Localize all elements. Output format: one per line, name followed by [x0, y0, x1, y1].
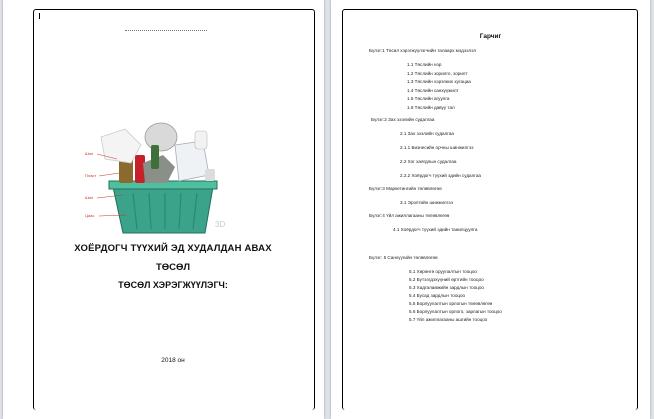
toc-chapter-5[interactable]: Бүлэг: 5 Санхүүгийн төлөвлөгөө: [369, 255, 438, 260]
contents-page: [331, 0, 650, 419]
toc-entry[interactable]: 1.3 Төслийн хэрэгжих хугацаа: [407, 79, 471, 84]
toc-entry[interactable]: 4.1 Хоёрдогч түүхий эдийн танилцуулга: [393, 227, 478, 232]
svg-text:Шил: Шил: [85, 151, 94, 156]
toc-entry[interactable]: 5.6 Борлуулалтын орлого, зарлагын тооцоо: [409, 309, 502, 314]
toc-chapter-3[interactable]: Бүлэг:3 Маркетингийн төлөвлөгөө: [369, 186, 442, 191]
cover-year: 2018 он: [161, 357, 185, 364]
toc-entry[interactable]: 5.5 Борлуулалтын орлогын төлөвлөгөө: [409, 301, 493, 306]
cover-title-line-1: ХОЁРДОГЧ ТҮҮХИЙ ЭД ХУДАЛДАН АВАХ: [74, 243, 272, 254]
toc-entry[interactable]: 2.1.1 Бизнесийн орчны шинжилгээ: [400, 145, 474, 150]
toc-chapter-4[interactable]: Бүлэг:4 Үйл ажиллагааны төлөвлөгөө: [369, 213, 450, 218]
toc-entry[interactable]: 2.2.2 Хоёрдогч түүхий эдийн судалгаа: [400, 173, 481, 178]
toc-entry[interactable]: 1.5 Төслийн агуулга: [407, 96, 450, 101]
svg-text:Шил: Шил: [85, 195, 94, 200]
toc-chapter-2[interactable]: Бүлэг:2 Зах зээлийн судалгаа: [371, 117, 435, 122]
svg-text:Пласт: Пласт: [85, 173, 97, 178]
contents-heading: Гарчиг: [479, 33, 502, 40]
recycling-bin-with-waste-icon: [83, 115, 243, 235]
cover-title-line-3: ТӨСӨЛ ХЭРЭГЖҮҮЛЭГЧ:: [118, 280, 228, 290]
page-border: [342, 9, 638, 410]
svg-text:Цаас: Цаас: [85, 213, 95, 218]
toc-entry[interactable]: 2.1 Зах зээлийн судалгаа: [400, 131, 454, 136]
toc-entry[interactable]: 5.1 Хөрөнгө оруулалтын тооцоо: [409, 269, 477, 274]
toc-entry[interactable]: 5.7 Үйл ажиллагааны ашгийн тооцоо: [409, 317, 488, 322]
toc-entry[interactable]: 5.4 Бусад зардлын тооцоо: [409, 293, 466, 298]
toc-entry[interactable]: 3.1 Эрэлтийн шинжилгээ: [400, 200, 453, 205]
toc-entry[interactable]: 5.3 Хадгаламжийн зардлын тооцоо: [409, 285, 484, 290]
svg-text:3D: 3D: [215, 220, 226, 229]
toc-entry[interactable]: 1.1 Төслийн нэр: [407, 62, 442, 67]
dotted-separator: [125, 30, 207, 31]
toc-chapter-1[interactable]: Бүлэг:1 Төсөл хэрэгжүүлэгчийн талаарх мэдээлэл: [369, 48, 477, 53]
toc-entry[interactable]: 1.2 Төслийн зорилго, зорилт: [407, 71, 468, 76]
toc-entry[interactable]: 1.6 Төслийн давуу тал: [407, 105, 455, 110]
cover-title-line-2: ТӨСӨЛ: [155, 262, 191, 273]
cover-page: [3, 0, 324, 419]
toc-entry[interactable]: 1.4 Төслийн санхүүжилт: [407, 88, 459, 93]
toc-entry[interactable]: 2.2 Хог хаягдлын судалгаа: [400, 159, 457, 164]
text-cursor: [39, 13, 40, 19]
toc-entry[interactable]: 5.2 Бүтээгдэхүүний өртгийн тооцоо: [409, 277, 484, 282]
